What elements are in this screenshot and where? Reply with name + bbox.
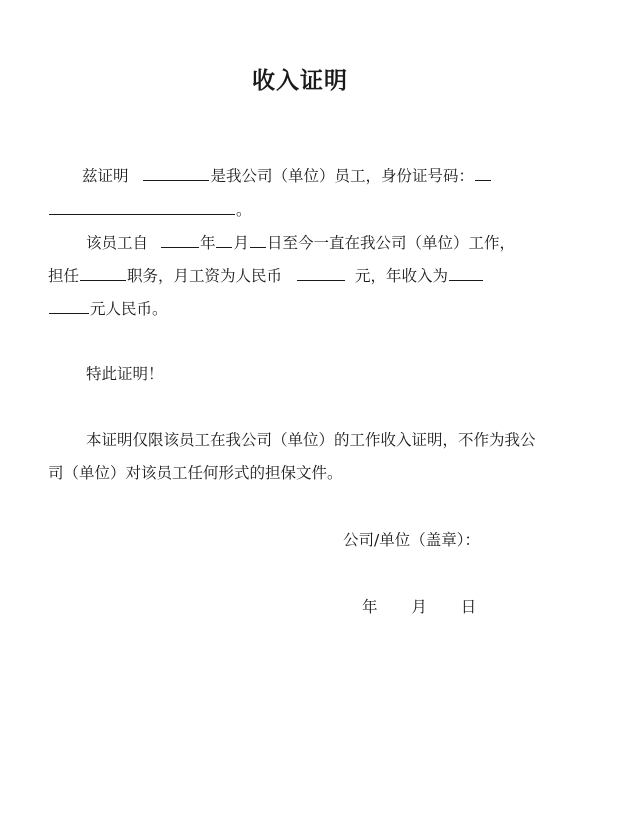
paragraph-1-line-2 <box>48 198 252 220</box>
blank-monthly-salary <box>297 264 345 281</box>
text-rmb: 元人民币。 <box>90 300 168 318</box>
date-day: 日 <box>460 598 477 616</box>
text-certify: 兹证明 <box>82 167 129 185</box>
paragraph-1-line-1 <box>82 164 492 186</box>
blank-month <box>216 231 232 248</box>
company-seal-label: 公司/单位（盖章）： <box>343 531 480 549</box>
blank-annual-income <box>49 297 89 314</box>
text-month: 月 <box>233 234 249 252</box>
blank-id-number <box>49 198 235 215</box>
blank-id-number-start <box>475 164 491 181</box>
signature-date <box>362 597 476 617</box>
date-month: 月 <box>411 598 427 616</box>
blank-name <box>143 164 209 181</box>
text-period: 。 <box>236 201 252 219</box>
text-position: 担任 <box>48 267 80 285</box>
text-monthly-salary: 职务，月工资为人民币 <box>127 267 283 285</box>
text-annual-income: 元，年收入为 <box>354 267 448 285</box>
text-day-working: 日至今一直在我公司（单位）工作， <box>266 234 515 252</box>
blank-day <box>250 231 266 248</box>
document-title: 收入证明 <box>252 68 348 94</box>
blank-year <box>161 231 199 248</box>
text-employee-since: 该员工自 <box>86 234 149 252</box>
paragraph-4-line-2: 司（单位）对该员工任何形式的担保文件。 <box>48 464 343 482</box>
text-year: 年 <box>199 234 216 252</box>
blank-annual-income-start <box>449 264 483 281</box>
paragraph-2-line-2 <box>48 264 484 286</box>
text-employee-id-number: 是我公司（单位）员工，身份证号码： <box>210 167 474 185</box>
paragraph-4-line-1: 本证明仅限该员工在我公司（单位）的工作收入证明，不作为我公 <box>86 431 536 449</box>
paragraph-2-line-3 <box>48 297 168 319</box>
date-year: 年 <box>362 598 378 616</box>
blank-position <box>80 264 126 281</box>
paragraph-3: 特此证明！ <box>86 365 164 383</box>
paragraph-2-line-1 <box>86 231 515 253</box>
